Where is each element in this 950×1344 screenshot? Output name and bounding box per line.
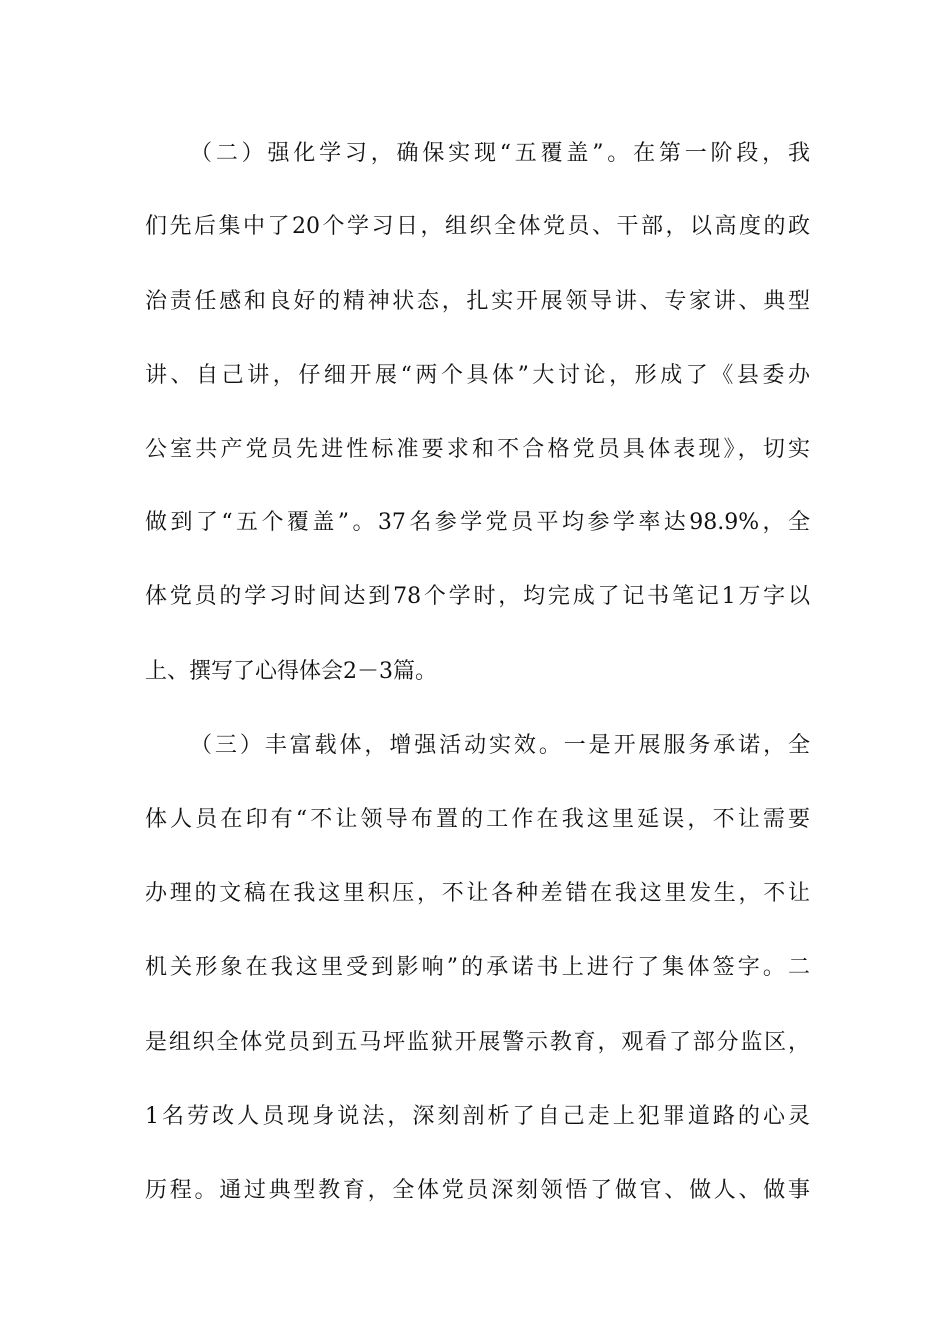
paragraph-1-line-8: 上、撰写了心得体会2－3篇。	[145, 659, 437, 684]
paragraph-1-line-1: （二）强化学习，确保实现“五覆盖”。在第一阶段，我	[190, 141, 810, 166]
paragraph-2-line-1: （三）丰富载体，增强活动实效。一是开展服务承诺，全	[190, 733, 810, 758]
paragraph-1-line-4: 讲、自己讲，仔细开展“两个具体”大讨论，形成了《县委办	[145, 363, 810, 388]
paragraph-1-line-6: 做到了“五个覆盖”。37名参学党员平均参学率达98.9%，全	[145, 510, 810, 535]
paragraph-1-line-5: 公室共产党员先进性标准要求和不合格党员具体表现》，切实	[145, 437, 810, 462]
paragraph-1-line-7: 体党员的学习时间达到78个学时，均完成了记书笔记1万字以	[145, 584, 810, 609]
paragraph-2-line-7: 历程。通过典型教育，全体党员深刻领悟了做官、做人、做事	[145, 1178, 810, 1203]
paragraph-2-line-5: 是组织全体党员到五马坪监狱开展警示教育，观看了部分监区，	[145, 1030, 810, 1055]
paragraph-1-line-2: 们先后集中了20个学习日，组织全体党员、干部，以高度的政	[145, 214, 810, 239]
paragraph-2-line-6: 1名劳改人员现身说法，深刻剖析了自己走上犯罪道路的心灵	[145, 1104, 810, 1129]
paragraph-2-line-2: 体人员在印有“不让领导布置的工作在我这里延误，不让需要	[145, 807, 810, 832]
paragraph-2-line-4: 机关形象在我这里受到影响”的承诺书上进行了集体签字。二	[145, 955, 810, 980]
paragraph-1-line-3: 治责任感和良好的精神状态，扎实开展领导讲、专家讲、典型	[145, 289, 810, 314]
paragraph-2-line-3: 办理的文稿在我这里积压，不让各种差错在我这里发生，不让	[145, 881, 810, 906]
